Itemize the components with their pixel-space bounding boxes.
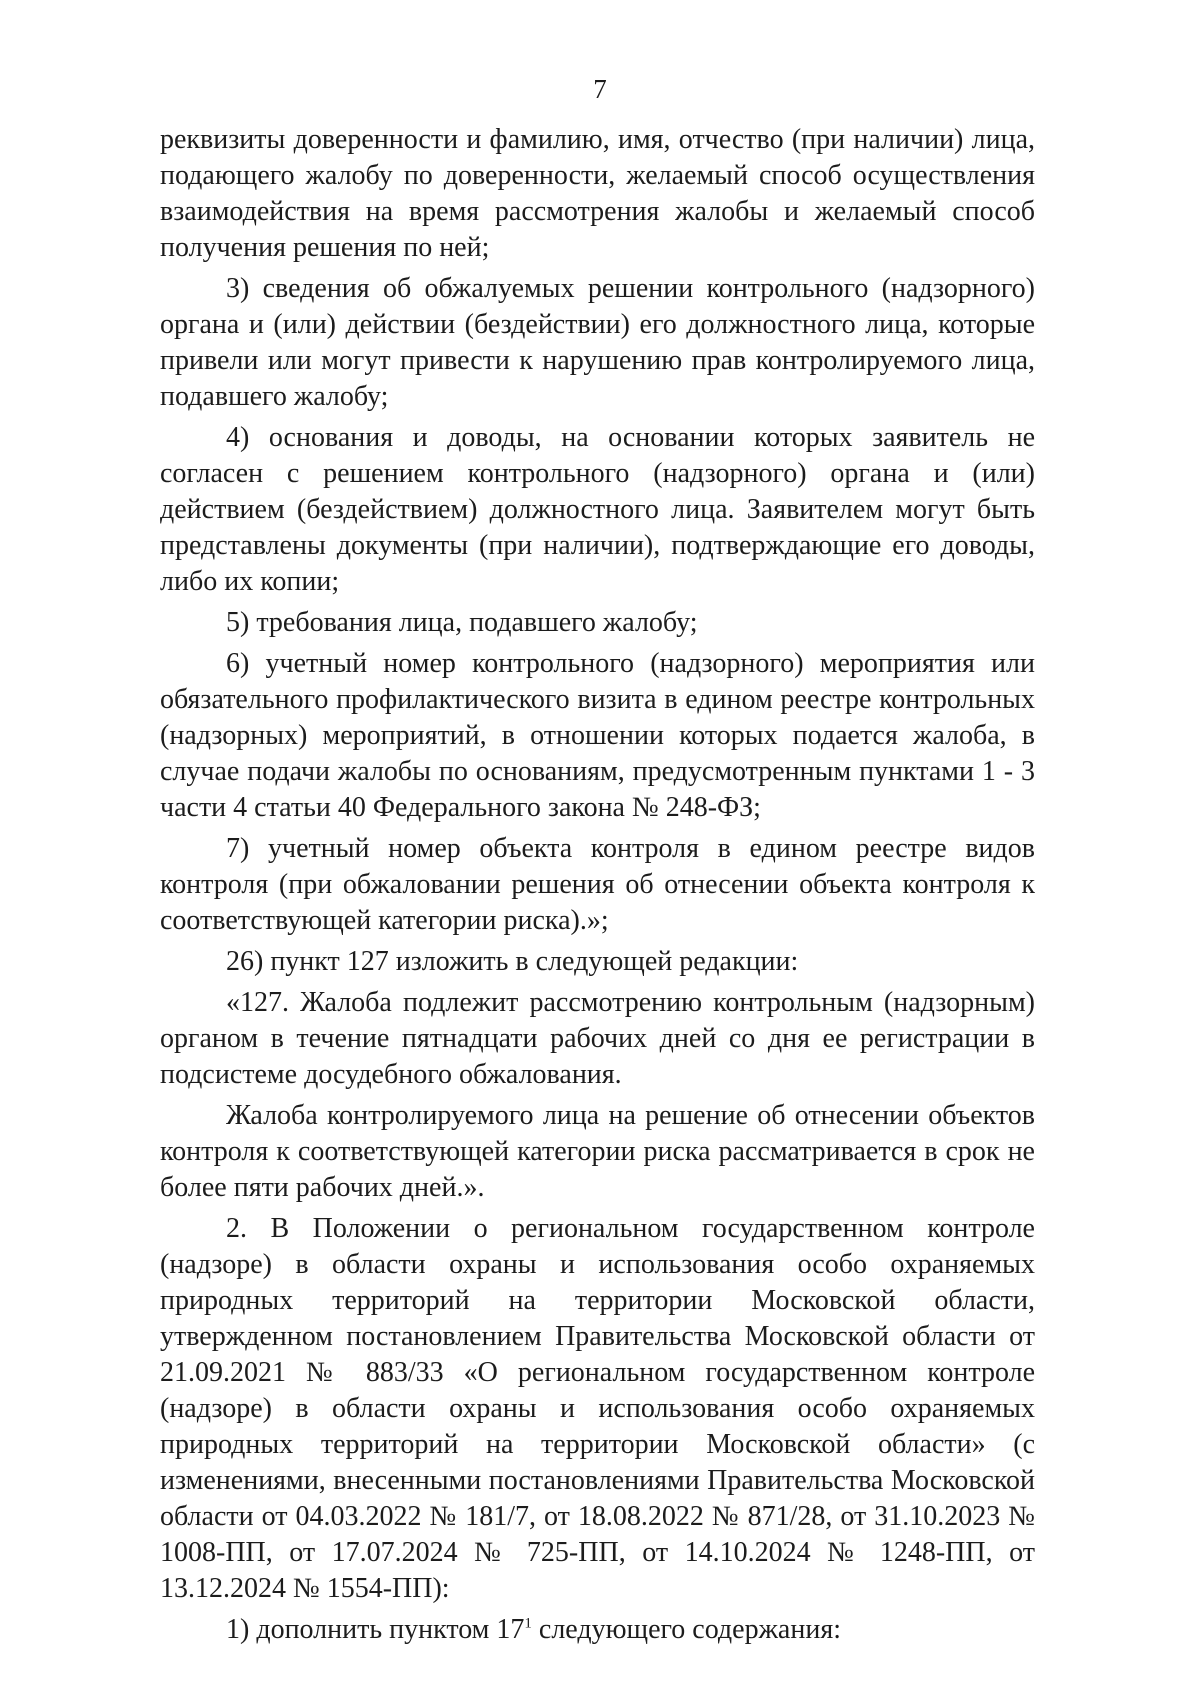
paragraph-item-5: 5) требования лица, подавшего жалобу; — [226, 607, 698, 638]
paragraph-clause-127: «127. Жалоба подлежит рассмотрению контрольным (надзорным) органом в течение пятнадцати рабочих дней со дня ее регистрации в подсистеме досудебного обжалования. — [160, 987, 1035, 1090]
paragraph-risk-complaint: Жалоба контролируемого лица на решение об отнесении объектов контроля к соответствующей категории риска рассматривается в срок не более пяти рабочих дней.». — [160, 1100, 1035, 1203]
paragraph-add-clause-17-1 — [160, 1612, 1035, 1648]
paragraph-item-6: 6) учетный номер контрольного (надзорного) мероприятия или обязательного профилактического визита в едином реестре контрольных (надзорных) мероприятий, в отношении которых подается жалоба, в случае подачи жалобы по основаниям, предусмотренным пунктами 1 - 3 части 4 статьи 40 Федерального закона № 248-ФЗ; — [160, 648, 1035, 823]
clause-superscript: 1 — [524, 1615, 532, 1632]
paragraph-item-7: 7) учетный номер объекта контроля в едином реестре видов контроля (при обжаловании решения об отнесении объекта контроля к соответствующей категории риска).»; — [160, 833, 1035, 936]
clause-text-before: 1) дополнить пунктом 17 — [226, 1614, 525, 1645]
paragraph-section-2: 2. В Положении о региональном государственном контроле (надзоре) в области охраны и использования особо охраняемых природных территорий на территории Московской области, утвержденном постановлением Правительства Московской области от 21.09.2021 № 883/33 «О региональном государственном контроле (надзоре) в области охраны и использования особо охраняемых природных территорий на территории Московской области» (с изменениями, внесенными постановлениями Правительства Московской области от 04.03.2022 № 181/7, от 18.08.2022 № 871/28, от 31.10.2023 № 1008-ПП, от 17.07.2024 № 725-ПП, от 14.10.2024 № 1248-ПП, от 13.12.2024 № 1554-ПП): — [160, 1213, 1035, 1604]
paragraph-amendment-26: 26) пункт 127 изложить в следующей редакции: — [226, 946, 799, 977]
document-body — [160, 122, 1035, 1653]
clause-text-after: следующего содержания: — [531, 1614, 841, 1645]
paragraph-item-3: 3) сведения об обжалуемых решении контрольного (надзорного) органа и (или) действии (бездействии) его должностного лица, которые привели или могут привести к нарушению прав контролируемого лица, подавшего жалобу; — [160, 273, 1035, 412]
page-number: 7 — [593, 74, 607, 104]
paragraph-item-4: 4) основания и доводы, на основании которых заявитель не согласен с решением контрольного (надзорного) органа и (или) действием (бездействием) должностного лица. Заявителем могут быть представлены документы (при наличии), подтверждающие его доводы, либо их копии; — [160, 422, 1035, 597]
paragraph-continuation: реквизиты доверенности и фамилию, имя, отчество (при наличии) лица, подающего жалобу по доверенности, желаемый способ осуществления взаимодействия на время рассмотрения жалобы и желаемый способ получения решения по ней; — [160, 124, 1035, 263]
